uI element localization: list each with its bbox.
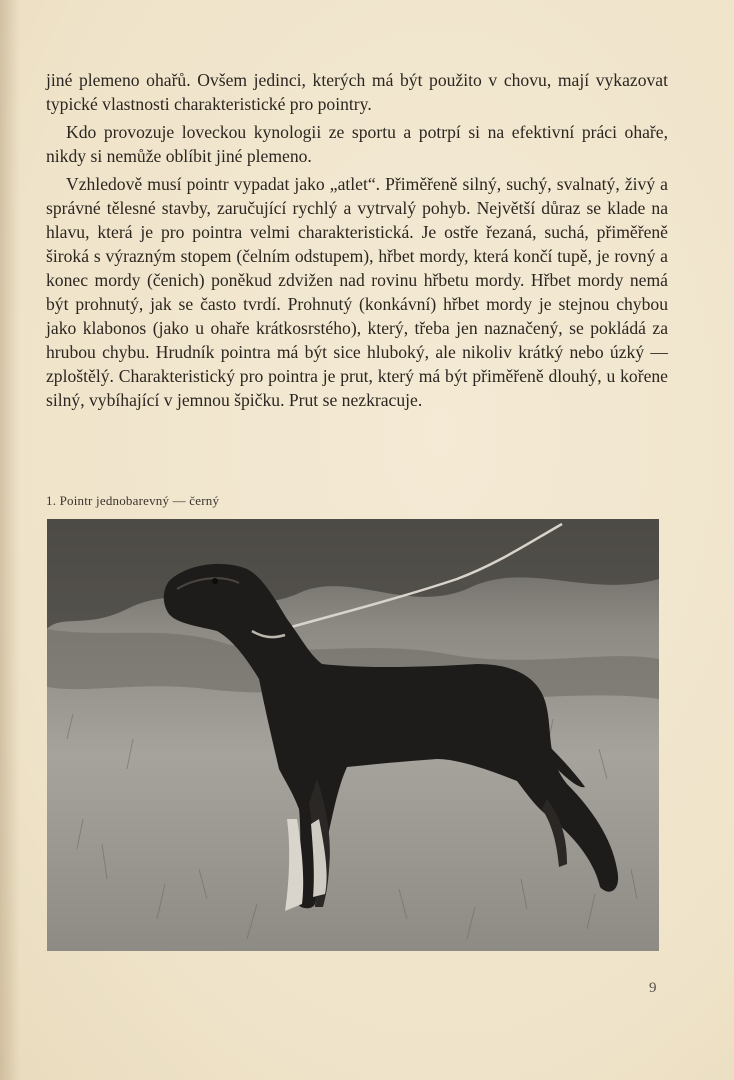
page-number: 9: [649, 980, 657, 996]
figure-caption: 1. Pointr jednobarevný — černý: [46, 493, 220, 508]
pointer-dog-image: [47, 519, 659, 951]
body-text: [46, 68, 668, 412]
paragraph-1: jiné plemeno ohařů. Ovšem jedinci, kterých má být použito v chovu, mají vykazovat typické vlastnosti charakteristické pro pointry.: [46, 70, 668, 114]
paragraph-2: Kdo provozuje loveckou kynologii ze sportu a potrpí si na efektivní práci ohaře, nikdy si nemůže oblíbit jiné plemeno.: [46, 122, 668, 166]
dog-photograph: [47, 519, 659, 951]
paragraph-3: Vzhledově musí pointr vypadat jako „atlet“. Přiměřeně silný, suchý, svalnatý, živý a správné tělesné stavby, zaručující rychlý a vytrvalý pohyb. Největší důraz se klade na hlavu, která je pro pointra velmi charakteristická. Je ostře řezaná, suchá, přiměřeně široká s výrazným stopem (čelním odstupem), hřbet mordy, která končí tupě, je rovný a konec mordy (čenich) poněkud zdvižen nad rovinu hřbetu mordy. Hřbet mordy nemá být prohnutý, jak se často tvrdí. Prohnutý (konkávní) hřbet mordy je stejnou chybou jako klabonos (jako u ohaře krátkosrstého), který, třeba jen naznačený, se pokládá za hrubou chybu. Hrudník pointra má být sice hluboký, ale nikoliv krátký nebo úzký — zploštělý. Charakteristický pro pointra je prut, který má být přiměřeně dlouhý, u kořene silný, vybíhající v jemnou špičku. Prut se nezkracuje.: [46, 174, 668, 410]
page-spine-shadow: [0, 0, 20, 1080]
